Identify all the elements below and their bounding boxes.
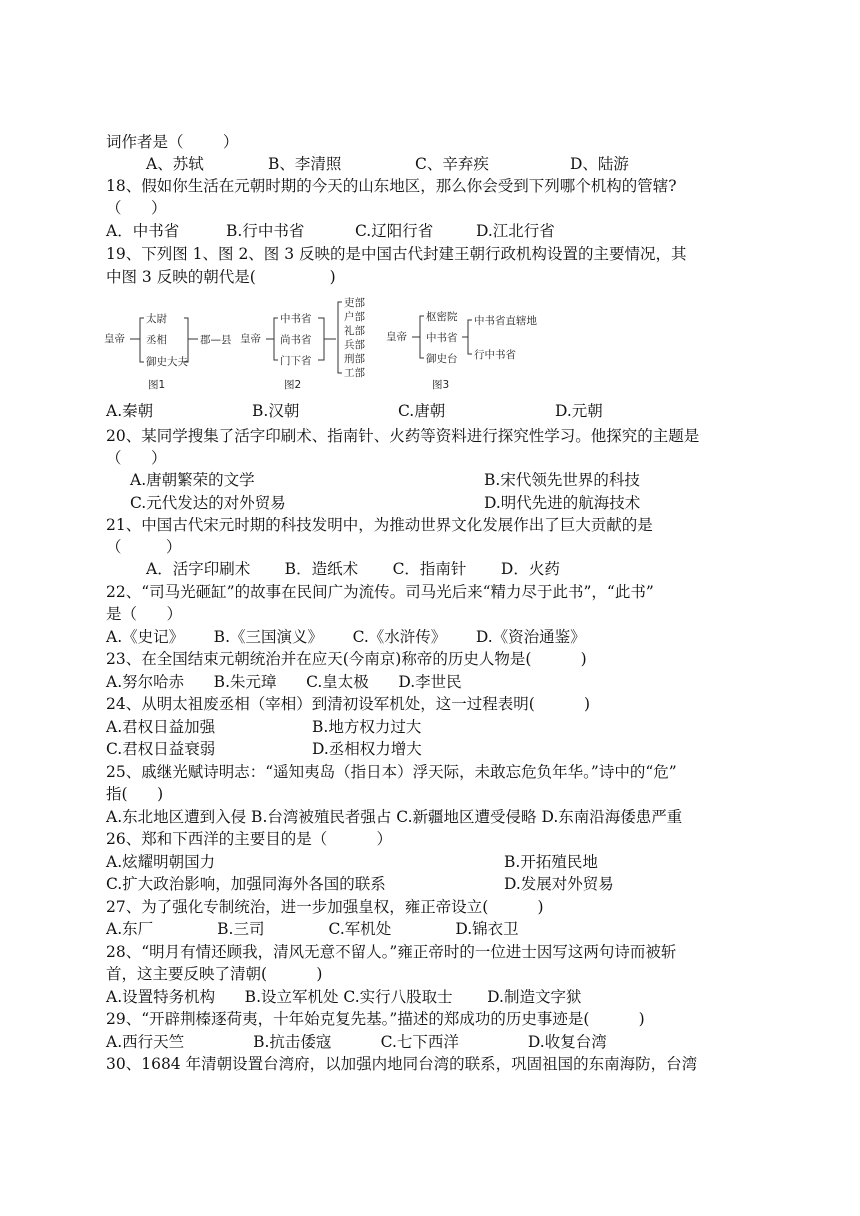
q18-option-a: A．中书省 [106, 222, 180, 240]
fig2-ministry-2: 户部 [344, 311, 365, 323]
q18-option-c: C.辽阳行省 [355, 222, 434, 240]
fig2-ministry-1: 吏部 [344, 297, 365, 309]
q21-stem: 21、中国古代宋元时期的科技发明中，为推动世界文化发展作出了巨大贡献的是 [106, 516, 653, 534]
fig3-branch-1: 枢密院 [426, 311, 458, 323]
q22-options: A.《史记》 B.《三国演义》 C.《水浒传》 D.《资治通鉴》 [106, 628, 586, 646]
q21-options: A．活字印刷术 B．造纸术 C．指南针 D．火药 [146, 560, 560, 578]
q27-stem: 27、为了强化专制统治，进一步加强皇权，雍正帝设立( ) [106, 898, 544, 916]
q17-stem: 词作者是（ ） [106, 133, 239, 151]
q24-option-a: A.君权日益加强 [106, 718, 216, 736]
q20-option-d: D.明代先进的航海技术 [484, 494, 641, 512]
q19-figure [104, 292, 564, 392]
q24-option-c: C.君权日益衰弱 [106, 740, 216, 758]
q25-options: A.东北地区遭到入侵 B.台湾被殖民者强占 C.新疆地区遭受侵略 D.东南沿海倭患严重 [106, 808, 683, 826]
fig1-next: 郡—县 [200, 334, 232, 346]
q20-option-a: A.唐朝繁荣的文学 [130, 471, 255, 489]
q26-option-d: D.发展对外贸易 [504, 875, 614, 893]
fig2-ministry-4: 兵部 [344, 339, 365, 351]
q26-option-c: C.扩大政治影响，加强同海外各国的联系 [106, 875, 386, 893]
q23-stem: 23、在全国结束元朝统治并在应天(今南京)称帝的历史人物是( ) [106, 650, 587, 668]
q22-stem: 22、“司马光砸缸”的故事在民间广为流传。司马光后来“精力尽于此书”，“此书” [106, 583, 654, 601]
fig2-caption: 图2 [284, 379, 302, 391]
q26-option-a: A.炫耀明朝国力 [106, 853, 216, 871]
fig1-root: 皇帝 [104, 333, 125, 345]
q17-option-c: C、辛弃疾 [415, 155, 489, 173]
q19-stem-cont: 中图 3 反映的朝代是( ) [106, 268, 336, 286]
fig1-branch-2: 丞相 [146, 334, 167, 346]
q19-option-d: D.元朝 [555, 402, 603, 420]
q17-option-a: A、苏轼 [146, 155, 204, 173]
q24-stem: 24、从明太祖废丞相（宰相）到清初设军机处，这一过程表明( ) [106, 695, 591, 713]
q18-stem-cont: （ ） [106, 199, 167, 217]
fig2-branch-3: 门下省 [280, 355, 312, 367]
fig2-branch-2: 尚书省 [280, 334, 312, 346]
q21-stem-cont: （ ） [106, 538, 182, 556]
q25-stem: 25、戚继光赋诗明志：“遥知夷岛（指日本）浮天际，未敢忘危负年华。”诗中的“危” [106, 763, 677, 781]
q19-option-a: A.秦朝 [106, 402, 154, 420]
q22-stem-cont: 是（ ） [106, 605, 183, 623]
q20-stem: 20、某同学搜集了活字印刷术、指南针、火药等资料进行探究性学习。他探究的主题是 [106, 427, 700, 445]
q18-option-b: B.行中书省 [226, 222, 305, 240]
q26-option-b: B.开拓殖民地 [504, 853, 598, 871]
fig3-branch-2: 中书省 [426, 332, 458, 344]
fig2-root: 皇帝 [240, 333, 261, 345]
q18-option-d: D.江北行省 [476, 222, 555, 240]
q25-stem-cont: 指( ) [106, 785, 164, 803]
q23-options: A.努尔哈赤 B.朱元璋 C.皇太极 D.李世民 [106, 673, 462, 691]
fig3-branch-3: 御史台 [426, 353, 458, 365]
fig2-ministry-3: 礼部 [344, 325, 365, 337]
q19-stem: 19、下列图 1、图 2、图 3 反映的是中国古代封建王朝行政机构设置的主要情况，其 [106, 245, 687, 263]
q20-option-b: B.宋代领先世界的科技 [484, 471, 640, 489]
fig3-root: 皇帝 [386, 331, 407, 343]
fig3-sub-1: 中书省直辖地 [474, 315, 537, 327]
q20-option-c: C.元代发达的对外贸易 [130, 494, 286, 512]
fig1-branch-3: 御史大夫 [146, 356, 188, 368]
fig2-branch-1: 中书省 [280, 313, 312, 325]
q29-stem: 29、“开辟荆榛逐荷夷，十年始克复先基。”描述的郑成功的历史事迹是( ) [106, 1010, 645, 1028]
q30-stem: 30、1684 年清朝设置台湾府，以加强内地同台湾的联系，巩固祖国的东南海防，台湾 [106, 1055, 698, 1073]
q24-option-b: B.地方权力过大 [312, 718, 422, 736]
q17-option-b: B、李清照 [268, 155, 342, 173]
fig3-caption: 图3 [432, 379, 450, 391]
q26-stem: 26、郑和下西洋的主要目的是（ ） [106, 830, 392, 848]
q24-option-d: D.丞相权力增大 [312, 740, 422, 758]
fig2-ministry-6: 工部 [344, 367, 365, 379]
q17-option-d: D、陆游 [570, 155, 629, 173]
q27-options: A.东厂 B.三司 C.军机处 D.锦衣卫 [106, 920, 519, 938]
fig1-branch-1: 太尉 [146, 313, 167, 325]
q28-stem-cont: 首，这主要反映了清朝( ) [106, 965, 323, 983]
q28-options: A.设置特务机构 B.设立军机处 C.实行八股取士 D.制造文字狱 [106, 988, 582, 1006]
fig3-sub-2: 行中书省 [474, 349, 516, 361]
q18-stem: 18、假如你生活在元朝时期的今天的山东地区，那么你会受到下列哪个机构的管辖? [106, 177, 677, 195]
q29-options: A.西行天竺 B.抗击倭寇 C.七下西洋 D.收复台湾 [106, 1033, 607, 1051]
q19-option-b: B.汉朝 [252, 402, 300, 420]
q20-stem-cont: （ ） [106, 449, 167, 467]
q28-stem: 28、“明月有情还顾我，清风无意不留人。”雍正帝时的一位进士因写这两句诗而被斩 [106, 943, 677, 961]
fig1-caption: 图1 [148, 379, 166, 391]
q19-option-c: C.唐朝 [398, 402, 446, 420]
fig2-ministry-5: 刑部 [344, 353, 365, 365]
